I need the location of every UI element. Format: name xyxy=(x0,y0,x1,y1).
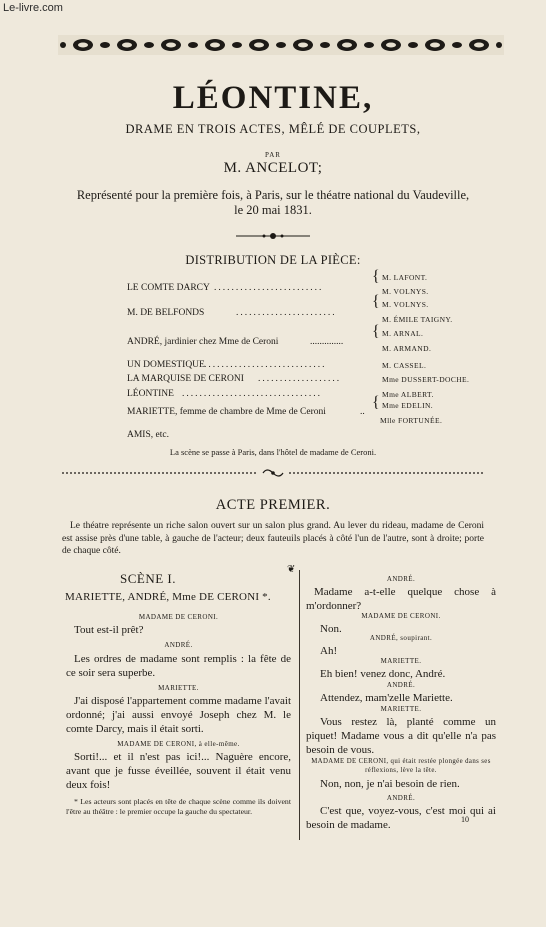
cast-leader-dots: .............. xyxy=(310,337,344,347)
dialogue-line: Tout est-il prêt? xyxy=(74,624,144,636)
dialogue-line: J'ai disposé l'appartement comme madame l'avait ordonné; j'ai aussi envoyé Joseph chez M. le comte Darcy, mais il était sorti. xyxy=(66,695,291,735)
act-stage-description: Le théatre représente un riche salon ouvert sur un salon plus grand. Au lever du rideau, madame de Ceroni est assise près d'une table, à gauche de l'acteur; deux fauteuils placés à côté l'un de l'autre, sont à droite; porte de chaque côté. xyxy=(62,521,484,556)
dialogue-line: Eh bien! venez donc, André. xyxy=(320,668,446,680)
speaker-label: MARIETTE. xyxy=(380,705,422,713)
speaker-label: ANDRÉ. xyxy=(386,681,416,689)
dialogue-line: Les ordres de madame sont remplis : la fête de ce soir sera superbe. xyxy=(66,653,291,679)
play-title: LÉONTINE, xyxy=(172,80,374,116)
dialogue-line: Non. xyxy=(320,623,342,635)
cast-actor: M. VOLNYS. xyxy=(382,300,429,309)
cast-leader-dots: ................... xyxy=(258,374,342,384)
premiere-note xyxy=(50,188,496,218)
cast-leader-dots: .. xyxy=(360,407,365,417)
cast-actor: Mme ALBERT. xyxy=(382,390,434,399)
cast-actor: M. CASSEL. xyxy=(382,361,427,370)
cast-role: LA MARQUISE DE CERONI xyxy=(127,374,244,384)
cast-role: MARIETTE, femme de chambre de Mme de Ceroni xyxy=(127,407,326,417)
author-name: M. ANCELOT; xyxy=(223,160,323,176)
cast-leader-dots: ......................... xyxy=(214,283,324,293)
cast-role: ANDRÉ, jardinier chez Mme de Ceroni xyxy=(127,337,279,347)
dialogue-line: Madame a-t-elle quelque chose à m'ordonner? xyxy=(306,586,496,612)
cast-role: UN DOMESTIQUE xyxy=(127,360,205,370)
par-label: PAR xyxy=(265,151,281,159)
cast-actor: M. LAFONT. xyxy=(382,273,428,282)
speaker-label: MARIETTE. xyxy=(380,657,422,665)
cast-actor: M. ARMAND. xyxy=(382,344,432,353)
speaker-label: MADAME DE CERONI, qui était restée plongée dans ses réflexions, lève la tête. xyxy=(311,758,491,774)
cast-actor: M. ARNAL. xyxy=(382,329,424,338)
dialogue-line: Sorti!... et il n'est pas ici!... Naguère encore, avant que je fusse éveillée, souvent il était venu deux fois! xyxy=(66,751,291,791)
speaker-label: MADAME DE CERONI. xyxy=(361,612,441,620)
cast-role: LÉONTINE xyxy=(127,389,174,399)
scene-location-note: La scène se passe à Paris, dans l'hôtel de madame de Ceroni. xyxy=(169,447,377,457)
cast-brace: { xyxy=(372,323,380,340)
cast-actor: Mme EDELIN. xyxy=(382,401,434,410)
cast-actor: M. ÉMILE TAIGNY. xyxy=(382,315,453,324)
play-subtitle: DRAME EN TROIS ACTES, MÊLÉ DE COUPLETS, xyxy=(125,122,421,136)
column-ornament: ❦ xyxy=(287,564,296,575)
cast-role: M. DE BELFONDS xyxy=(127,308,205,318)
cast-role: AMIS, etc. xyxy=(127,430,169,440)
cast-brace: { xyxy=(372,394,380,411)
cast-actor: Mlle FORTUNÉE. xyxy=(380,416,443,425)
cast-leader-dots: ............................ xyxy=(204,360,327,370)
cast-role: LE COMTE DARCY xyxy=(127,283,210,293)
speaker-label: MARIETTE. xyxy=(158,684,199,692)
cast-brace: { xyxy=(372,293,380,310)
scene-characters: MARIETTE, ANDRÉ, Mme DE CERONI *. xyxy=(65,591,271,603)
page-number: 10 xyxy=(461,815,469,824)
speaker-label: MADAME DE CERONI, à elle-même. xyxy=(117,740,240,748)
cast-leader-dots: ....................... xyxy=(236,308,337,318)
dialogue-line: C'est que, voyez-vous, c'est moi qui ai besoin de madame. xyxy=(306,805,496,831)
premiere-line-1: Représenté pour la première fois, à Paris, sur le théatre national du Vaudeville, xyxy=(76,188,470,202)
column-rule xyxy=(299,570,300,840)
footnote: * Les acteurs sont placés en tête de chaque scène comme ils doivent l'être au théâtre : le premier occupe la gauche du spectateur. xyxy=(66,797,291,816)
cast-actor: Mme DUSSERT-DOCHE. xyxy=(382,375,470,384)
dialogue-line: Attendez, mam'zelle Mariette. xyxy=(320,692,453,704)
dotted-separator xyxy=(62,467,484,479)
premiere-line-2: le 20 mai 1831. xyxy=(234,203,312,217)
speaker-label: ANDRÉ. xyxy=(386,794,416,802)
speaker-label: ANDRÉ. xyxy=(386,575,416,583)
distribution-heading: DISTRIBUTION DE LA PIÈCE: xyxy=(185,253,361,267)
dialogue-line: Non, non, je n'ai besoin de rien. xyxy=(320,778,460,790)
dialogue-line: Ah! xyxy=(320,645,338,657)
ornament-band-top xyxy=(58,35,504,55)
watermark-text: Le-livre.com xyxy=(3,2,63,14)
flourish-divider xyxy=(236,231,310,241)
cast-actor: M. VOLNYS. xyxy=(382,287,429,296)
speaker-label: ANDRÉ, soupirant. xyxy=(369,634,433,642)
speaker-label: MADAME DE CERONI. xyxy=(138,613,219,621)
dialogue-line: Vous restez là, planté comme un piquet! Madame vous a dit qu'elle n'a pas besoin de vous. xyxy=(306,716,496,756)
scene-title: SCÈNE I. xyxy=(120,571,176,586)
speaker-label: ANDRÉ. xyxy=(164,641,193,649)
cast-brace: { xyxy=(372,268,380,285)
act-title: ACTE PREMIER. xyxy=(215,497,331,513)
cast-leader-dots: ................................ xyxy=(182,389,322,399)
